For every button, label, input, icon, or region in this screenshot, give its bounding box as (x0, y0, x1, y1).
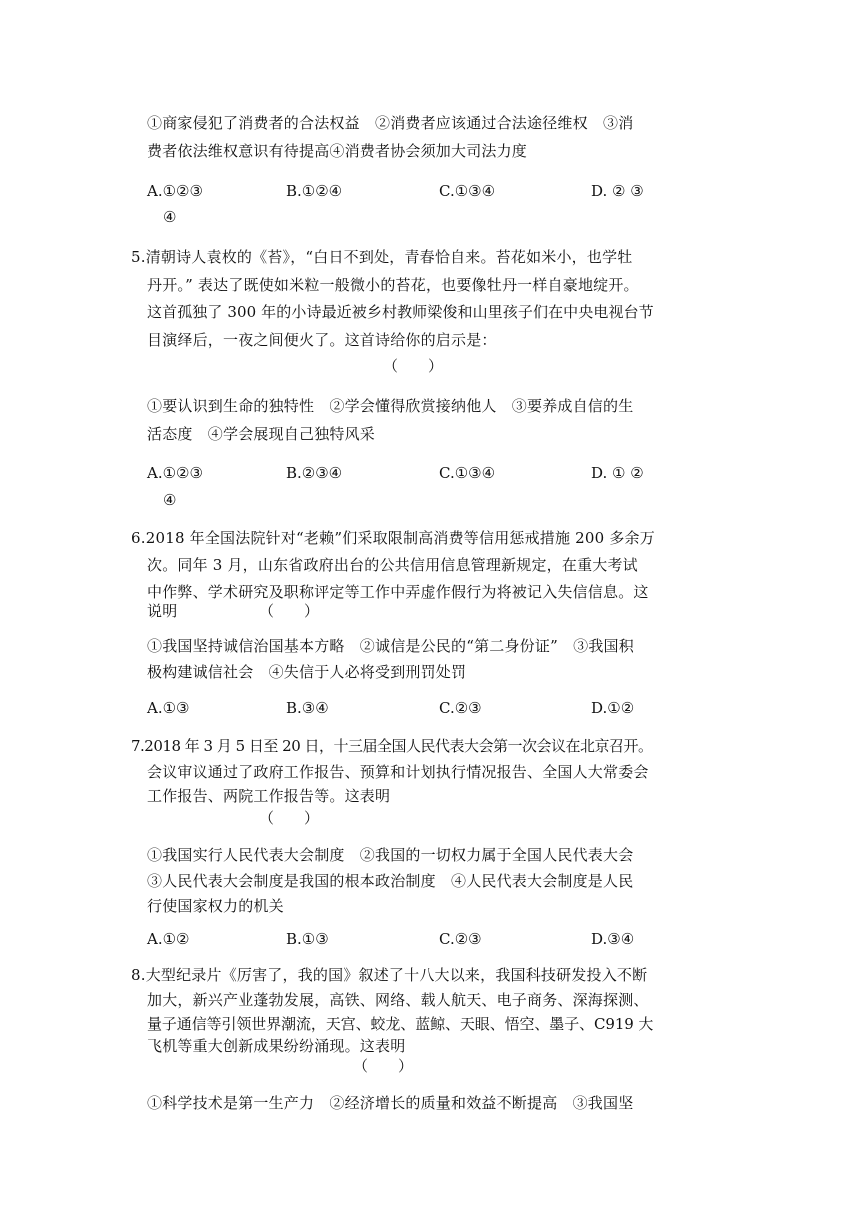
q4-option-d-wrap: ④ (163, 208, 177, 226)
q8-answer-blank: （ ） (353, 1057, 414, 1075)
q6-option-a[interactable]: A.①③ (147, 699, 190, 717)
q5-statement-line-2: 活态度 ④学会展现自己独特风采 (147, 425, 376, 443)
q5-stem-line-2: 丹开。” 表达了既使如米粒一般微小的苔花，也要像牡丹一样自豪地绽开。 (147, 276, 639, 294)
q7-stem-line-3: 工作报告、两院工作报告等。这表明 (147, 787, 391, 805)
q8-stem-line-2: 加大，新兴产业蓬勃发展，高铁、网络、载人航天、电子商务、深海探测、 (147, 991, 649, 1009)
q6-answer-blank: （ ） (259, 602, 320, 620)
q4-statement-line-1: ①商家侵犯了消费者的合法权益 ②消费者应该通过合法途径维权 ③消 (147, 114, 634, 132)
q6-option-c[interactable]: C.②③ (439, 699, 482, 717)
q8-stem-line-4: 飞机等重大创新成果纷纷涌现。这表明 (147, 1037, 406, 1055)
q6-statement-line-2: 极构建诚信社会 ④失信于人必将受到刑罚处罚 (147, 663, 467, 681)
q5-stem-line-3: 这首孤独了 300 年的小诗最近被乡村教师梁俊和山里孩子们在中央电视台节 (147, 303, 654, 321)
q4-option-a[interactable]: A.①②③ (147, 182, 203, 200)
q5-statement-line-1: ①要认识到生命的独特性 ②学会懂得欣赏接纳他人 ③要养成自信的生 (147, 397, 634, 415)
q7-option-c[interactable]: C.②③ (439, 930, 482, 948)
q5-option-d[interactable]: D. ① ② (591, 464, 644, 482)
q5-option-a[interactable]: A.①②③ (147, 464, 203, 482)
q7-option-b[interactable]: B.①③ (286, 930, 329, 948)
q5-stem-line-4: 目演绎后，一夜之间便火了。这首诗给你的启示是： (147, 331, 497, 349)
q8-statement-line-1: ①科学技术是第一生产力 ②经济增长的质量和效益不断提高 ③我国坚 (147, 1094, 634, 1112)
q7-answer-blank: （ ） (259, 809, 320, 827)
q6-stem-line-1: 6.2018 年全国法院针对“老赖”们采取限制高消费等信用惩戒措施 200 多余万 (131, 529, 655, 547)
q5-stem-line-1: 5.清朝诗人袁枚的《苔》，“白日不到处，青春恰自来。苔花如米小，也学牡 (131, 248, 633, 266)
q7-stem-line-2: 会议审议通过了政府工作报告、预算和计划执行情况报告、全国人大常委会 (147, 763, 649, 781)
q4-option-b[interactable]: B.①②④ (286, 182, 343, 200)
q4-option-c[interactable]: C.①③④ (439, 182, 496, 200)
q6-option-d[interactable]: D.①② (591, 699, 635, 717)
q5-option-d-wrap: ④ (163, 491, 177, 509)
q6-stem-line-2: 次。同年 3 月，山东省政府出台的公共信用信息管理新规定，在重大考试 (147, 556, 638, 574)
q7-statement-line-1: ①我国实行人民代表大会制度 ②我国的一切权力属于全国人民代表大会 (147, 846, 634, 864)
q4-statement-line-2: 费者依法维权意识有待提高④消费者协会须加大司法力度 (147, 142, 528, 160)
q7-statement-line-3: 行使国家权力的机关 (147, 897, 284, 915)
q6-stem-line-4: 说明 (147, 602, 178, 620)
q5-option-b[interactable]: B.②③④ (286, 464, 343, 482)
q4-option-d[interactable]: D. ② ③ (591, 182, 644, 200)
q7-stem-line-1: 7.2018 年 3 月 5 日至 20 日，十三届全国人民代表大会第一次会议在北京召开。 (131, 737, 653, 755)
q5-answer-blank: （ ） (383, 357, 444, 375)
q5-option-c[interactable]: C.①③④ (439, 464, 496, 482)
q8-stem-line-1: 8.大型纪录片《厉害了，我的国》叙述了十八大以来，我国科技研发投入不断 (131, 966, 648, 984)
q7-option-a[interactable]: A.①② (147, 930, 190, 948)
q7-statement-line-2: ③人民代表大会制度是我国的根本政治制度 ④人民代表大会制度是人民 (147, 872, 634, 890)
q8-stem-line-3: 量子通信等引领世界潮流，天宫、蛟龙、蓝鲸、天眼、悟空、墨子、C919 大 (147, 1015, 654, 1033)
q6-stem-line-3: 中作弊、学术研究及职称评定等工作中弄虚作假行为将被记入失信信息。这 (147, 583, 649, 601)
q6-statement-line-1: ①我国坚持诚信治国基本方略 ②诚信是公民的“第二身份证” ③我国积 (147, 637, 634, 655)
q7-option-d[interactable]: D.③④ (591, 930, 635, 948)
q6-option-b[interactable]: B.③④ (286, 699, 329, 717)
